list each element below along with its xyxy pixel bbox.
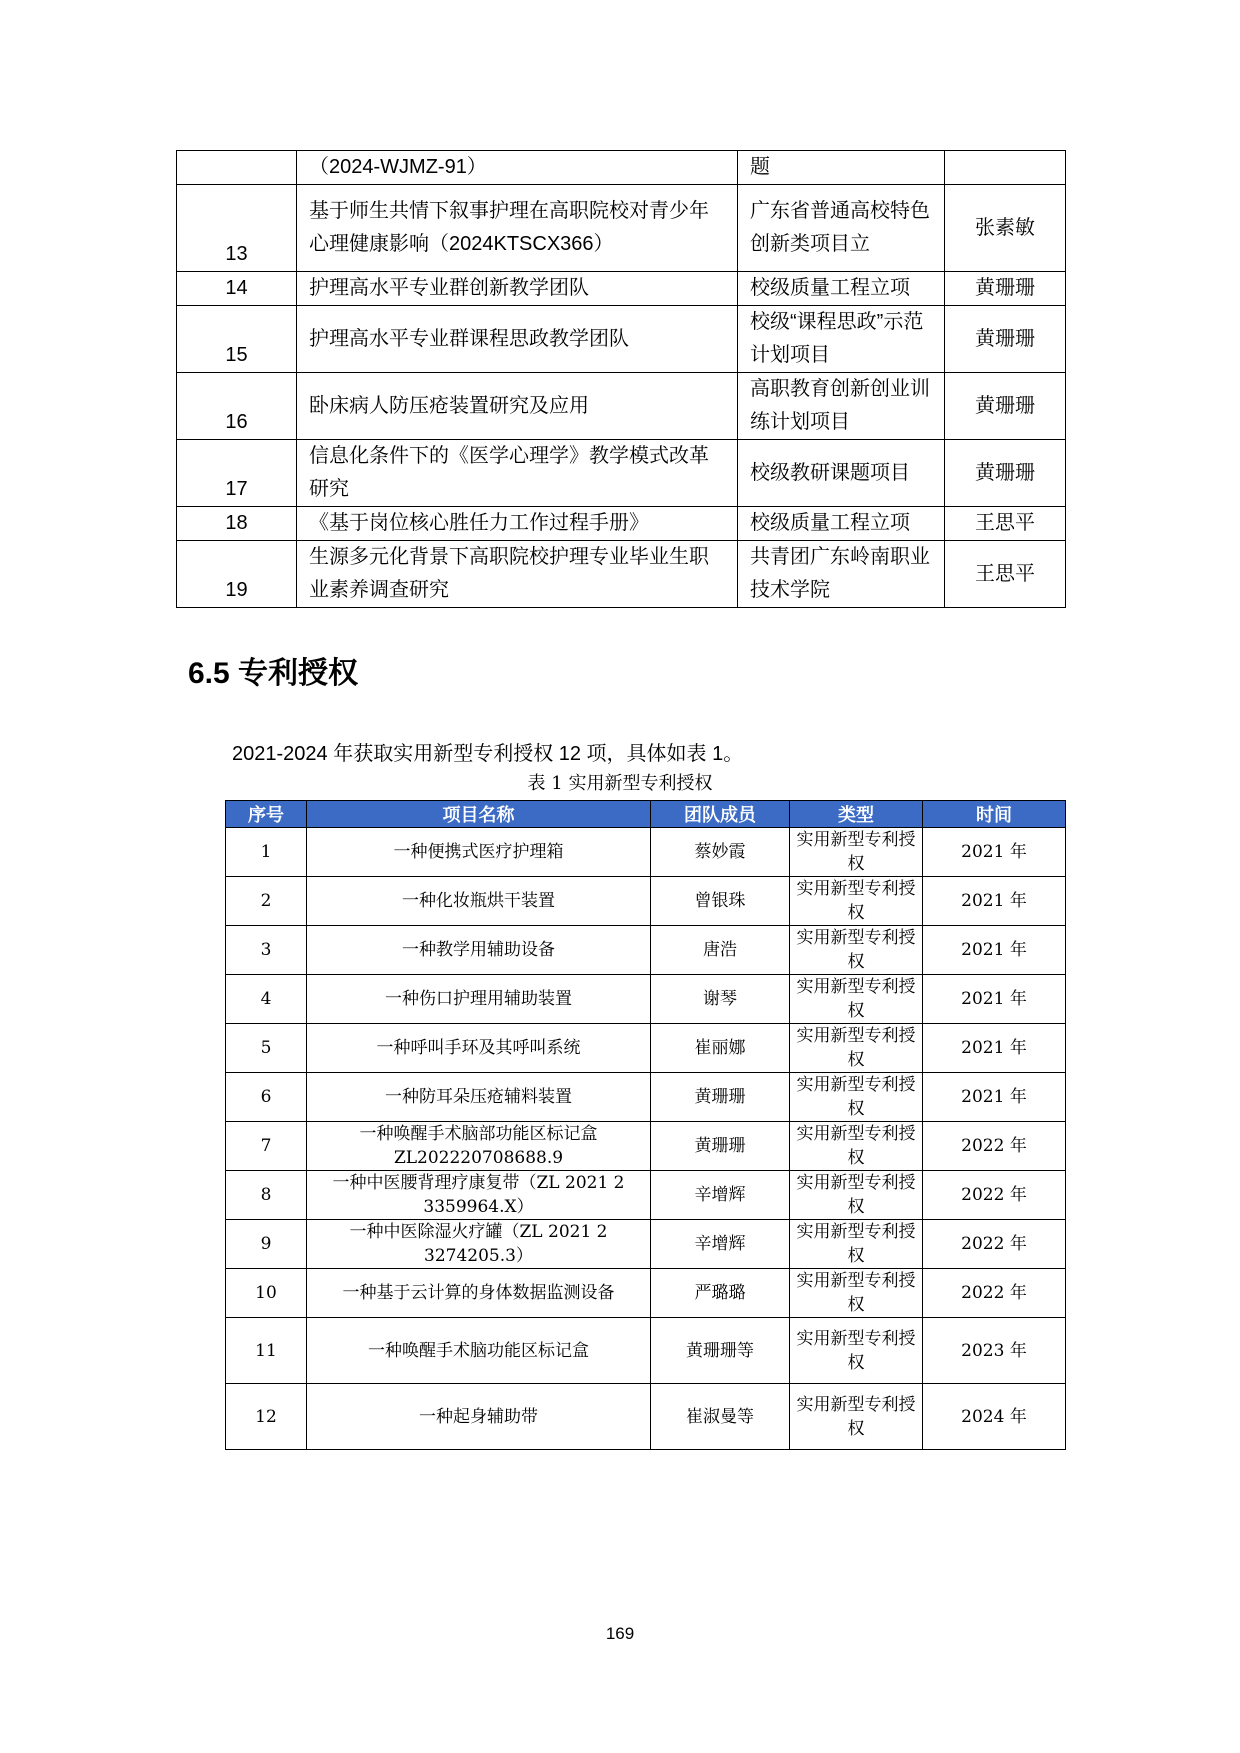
header-team: 团队成员 [651, 801, 790, 828]
patent-row [226, 1269, 1066, 1318]
patent-team: 崔丽娜 [651, 1024, 790, 1073]
patent-no: 8 [226, 1171, 307, 1220]
project-no: 15 [177, 306, 297, 373]
project-name: （2024-WJMZ-91） [297, 151, 738, 185]
project-source: 校级质量工程立项 [738, 507, 945, 541]
patent-no: 2 [226, 877, 307, 926]
project-row [177, 306, 1066, 373]
patent-type: 实用新型专利授权 [790, 1318, 923, 1384]
patent-team: 谢琴 [651, 975, 790, 1024]
patent-team: 蔡妙霞 [651, 828, 790, 877]
intro-paragraph: 2021-2024 年获取实用新型专利授权 12 项，具体如表 1。 [232, 743, 744, 765]
project-person: 张素敏 [945, 185, 1066, 272]
patent-row [226, 1073, 1066, 1122]
project-no: 17 [177, 440, 297, 507]
project-source: 校级“课程思政”示范计划项目 [738, 306, 945, 373]
patent-row [226, 1171, 1066, 1220]
project-person: 黄珊珊 [945, 272, 1066, 306]
patent-name: 一种基于云计算的身体数据监测设备 [307, 1269, 651, 1318]
header-no: 序号 [226, 801, 307, 828]
patent-year: 2024 年 [923, 1384, 1066, 1450]
patent-type: 实用新型专利授权 [790, 1024, 923, 1073]
patent-year: 2022 年 [923, 1220, 1066, 1269]
patent-team: 曾银珠 [651, 877, 790, 926]
patent-row [226, 1122, 1066, 1171]
project-person [945, 151, 1066, 185]
patent-type: 实用新型专利授权 [790, 1384, 923, 1450]
project-source: 题 [738, 151, 945, 185]
patent-type: 实用新型专利授权 [790, 926, 923, 975]
project-row [177, 373, 1066, 440]
patent-name: 一种中医除湿火疗罐（ZL 2021 2 3274205.3） [307, 1220, 651, 1269]
project-row [177, 272, 1066, 306]
patent-type: 实用新型专利授权 [790, 1269, 923, 1318]
header-name: 项目名称 [307, 801, 651, 828]
patent-team: 黄珊珊等 [651, 1318, 790, 1384]
project-person: 黄珊珊 [945, 440, 1066, 507]
patent-name: 一种教学用辅助设备 [307, 926, 651, 975]
table-caption: 表 1 实用新型专利授权 [527, 773, 713, 794]
patent-type: 实用新型专利授权 [790, 975, 923, 1024]
patent-row [226, 1384, 1066, 1450]
project-name: 护理高水平专业群创新教学团队 [297, 272, 738, 306]
project-row [177, 507, 1066, 541]
patent-no: 9 [226, 1220, 307, 1269]
project-source: 校级教研课题项目 [738, 440, 945, 507]
patent-no: 5 [226, 1024, 307, 1073]
patent-team: 黄珊珊 [651, 1073, 790, 1122]
patent-year: 2021 年 [923, 1073, 1066, 1122]
project-source: 校级质量工程立项 [738, 272, 945, 306]
patent-name: 一种化妆瓶烘干装置 [307, 877, 651, 926]
project-source: 共青团广东岭南职业技术学院 [738, 541, 945, 608]
patent-team: 黄珊珊 [651, 1122, 790, 1171]
patent-row [226, 975, 1066, 1024]
project-no: 13 [177, 185, 297, 272]
patent-row [226, 1024, 1066, 1073]
patents-table-body [226, 828, 1066, 1450]
projects-table [176, 150, 1066, 608]
patent-row [226, 877, 1066, 926]
patent-name: 一种中医腰背理疗康复带（ZL 2021 2 3359964.X） [307, 1171, 651, 1220]
header-year: 时间 [923, 801, 1066, 828]
project-name: 信息化条件下的《医学心理学》教学模式改革研究 [297, 440, 738, 507]
patent-no: 3 [226, 926, 307, 975]
patent-year: 2023 年 [923, 1318, 1066, 1384]
patent-no: 11 [226, 1318, 307, 1384]
project-no [177, 151, 297, 185]
patent-no: 6 [226, 1073, 307, 1122]
patent-year: 2021 年 [923, 877, 1066, 926]
patent-year: 2021 年 [923, 1024, 1066, 1073]
page-number: 169 [605, 1624, 635, 1643]
project-name: 护理高水平专业群课程思政教学团队 [297, 306, 738, 373]
patent-name: 一种唤醒手术脑部功能区标记盒 ZL202220708688.9 [307, 1122, 651, 1171]
patent-team: 辛增辉 [651, 1171, 790, 1220]
patent-name: 一种呼叫手环及其呼叫系统 [307, 1024, 651, 1073]
project-source: 广东省普通高校特色创新类项目立 [738, 185, 945, 272]
patent-year: 2021 年 [923, 926, 1066, 975]
patent-name: 一种伤口护理用辅助装置 [307, 975, 651, 1024]
project-name: 《基于岗位核心胜任力工作过程手册》 [297, 507, 738, 541]
patent-year: 2022 年 [923, 1269, 1066, 1318]
patent-team: 崔淑曼等 [651, 1384, 790, 1450]
project-row [177, 440, 1066, 507]
project-no: 16 [177, 373, 297, 440]
project-name: 生源多元化背景下高职院校护理专业毕业生职业素养调查研究 [297, 541, 738, 608]
project-row [177, 151, 1066, 185]
patent-type: 实用新型专利授权 [790, 1073, 923, 1122]
patent-year: 2022 年 [923, 1122, 1066, 1171]
patent-name: 一种起身辅助带 [307, 1384, 651, 1450]
patent-type: 实用新型专利授权 [790, 1171, 923, 1220]
patent-name: 一种唤醒手术脑功能区标记盒 [307, 1318, 651, 1384]
project-no: 14 [177, 272, 297, 306]
project-source: 高职教育创新创业训练计划项目 [738, 373, 945, 440]
patent-year: 2021 年 [923, 828, 1066, 877]
project-name: 基于师生共情下叙事护理在高职院校对青少年心理健康影响（2024KTSCX366） [297, 185, 738, 272]
header-type: 类型 [790, 801, 923, 828]
patent-type: 实用新型专利授权 [790, 877, 923, 926]
patent-name: 一种便携式医疗护理箱 [307, 828, 651, 877]
patents-table [225, 800, 1066, 1450]
patent-row [226, 1220, 1066, 1269]
project-person: 王思平 [945, 541, 1066, 608]
patent-no: 1 [226, 828, 307, 877]
patent-no: 7 [226, 1122, 307, 1171]
project-no: 18 [177, 507, 297, 541]
patent-row [226, 828, 1066, 877]
patent-no: 10 [226, 1269, 307, 1318]
patent-no: 4 [226, 975, 307, 1024]
patent-year: 2021 年 [923, 975, 1066, 1024]
patent-type: 实用新型专利授权 [790, 1220, 923, 1269]
project-no: 19 [177, 541, 297, 608]
patent-row [226, 1318, 1066, 1384]
patent-type: 实用新型专利授权 [790, 828, 923, 877]
patents-table-header [226, 801, 1066, 828]
patent-year: 2022 年 [923, 1171, 1066, 1220]
patent-type: 实用新型专利授权 [790, 1122, 923, 1171]
project-name: 卧床病人防压疮装置研究及应用 [297, 373, 738, 440]
section-title: 6.5 专利授权 [188, 657, 359, 690]
project-person: 黄珊珊 [945, 306, 1066, 373]
projects-table-body [177, 151, 1066, 608]
patent-team: 唐浩 [651, 926, 790, 975]
patent-row [226, 926, 1066, 975]
patent-no: 12 [226, 1384, 307, 1450]
patent-team: 辛增辉 [651, 1220, 790, 1269]
project-person: 王思平 [945, 507, 1066, 541]
patent-team: 严璐璐 [651, 1269, 790, 1318]
project-row [177, 185, 1066, 272]
patent-name: 一种防耳朵压疮辅料装置 [307, 1073, 651, 1122]
project-row [177, 541, 1066, 608]
project-person: 黄珊珊 [945, 373, 1066, 440]
